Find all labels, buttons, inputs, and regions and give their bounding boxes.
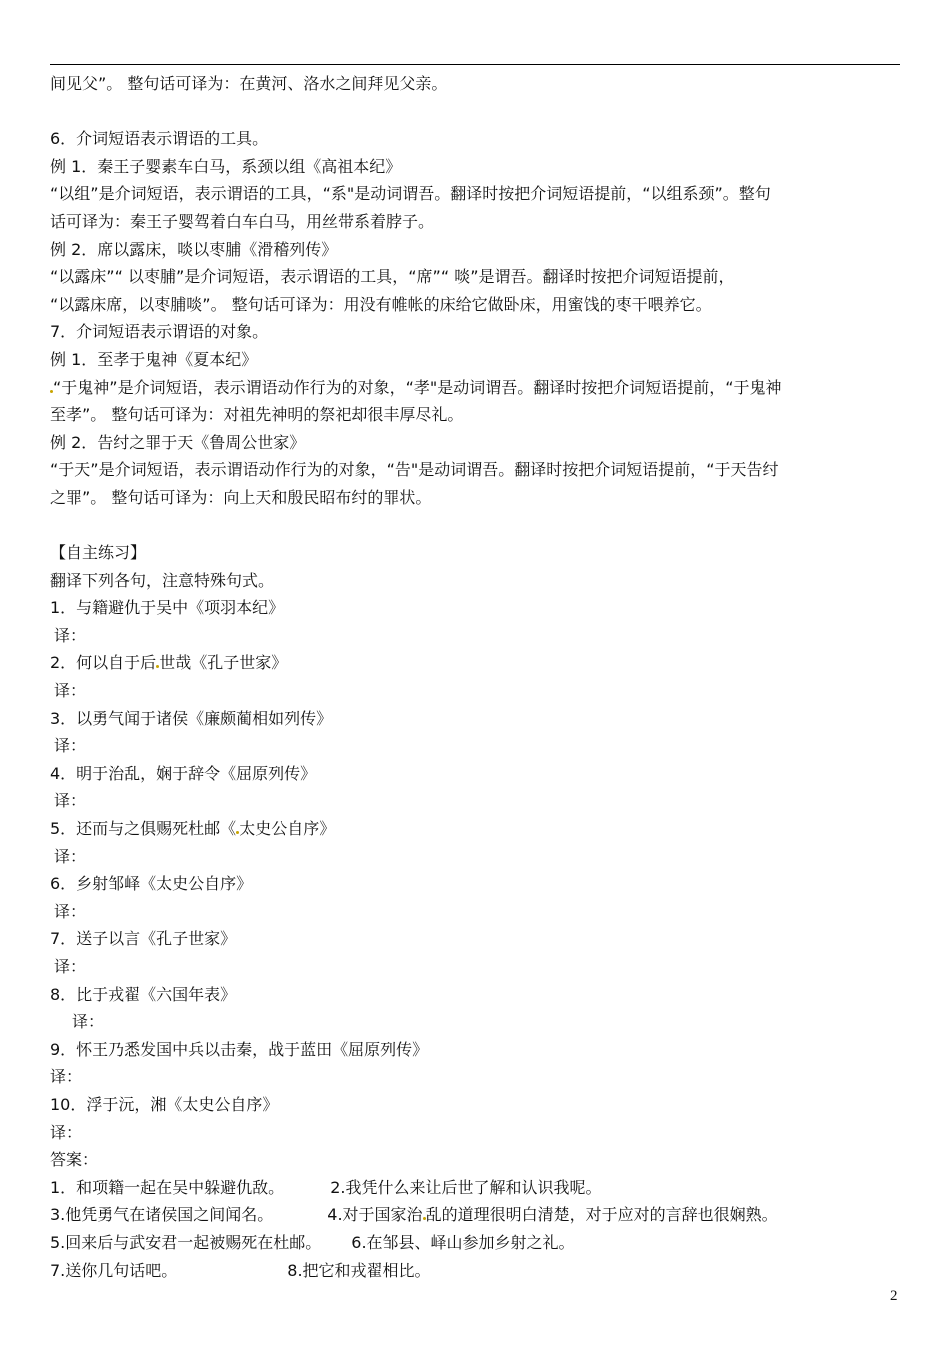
section-6-heading: 6．介词短语表示谓语的工具。 — [50, 129, 269, 149]
section-6-example-1-title: 例 1．秦王子婴素车白马，系颈以组《高祖本纪》 — [50, 156, 402, 176]
practice-question-7: 7．送子以言《孔子世家》 — [50, 929, 237, 949]
section-7-example-2-line-2: 之罪”。 整句话可译为：向上天和殷民昭布纣的罪状。 — [50, 487, 432, 507]
answer-2: 2.我凭什么来让后世了解和认识我呢。 — [330, 1177, 602, 1197]
practice-question-3: 3．以勇气闻于诸侯《廉颇蔺相如列传》 — [50, 708, 333, 728]
answer-row-3 — [50, 1229, 902, 1257]
practice-question-8: 8．比于戎翟《六国年表》 — [50, 984, 237, 1004]
practice-question-9: 9．怀王乃悉发国中兵以击秦，战于蓝田《屈原列传》 — [50, 1039, 429, 1059]
practice-heading: 【自主练习】 — [50, 543, 147, 563]
section-6-example-2-line-1: “以露床”“ 以枣脯”是介词短语，表示谓语的工具，“席”“ 啖”是谓吾。翻译时按把介词短语提前， — [50, 267, 735, 287]
section-6-example-2-title: 例 2．席以露床，啖以枣脯《滑稽列传》 — [50, 239, 338, 259]
blank-line — [50, 512, 902, 540]
section-7-example-1-line-1-wrap — [50, 374, 902, 402]
answer-4-part-b: 乱的道理很明白清楚，对于应对的言辞也很娴熟。 — [425, 1205, 778, 1225]
practice-question-4: 4．明于治乱，娴于辞令《屈原列传》 — [50, 763, 317, 783]
blank-line — [50, 98, 902, 126]
practice-question-10: 10．浮于沅，湘《太史公自序》 — [50, 1094, 279, 1114]
answer-6: 6.在邹县、峄山参加乡射之礼。 — [351, 1232, 575, 1252]
practice-question-6: 6．乡射邹峄《太史公自序》 — [50, 874, 253, 894]
answer-8: 8.把它和戎翟相比。 — [287, 1260, 431, 1280]
practice-question-2 — [50, 649, 902, 677]
translate-label-8: 译： — [72, 1012, 105, 1032]
answer-4-part-a: 4.对于国家治 — [327, 1205, 423, 1225]
answer-5: 5.回来后与武安君一起被赐死在杜邮。 — [50, 1232, 322, 1252]
section-7-example-2-title: 例 2．告纣之罪于天《鲁周公世家》 — [50, 432, 306, 452]
section-7-heading: 7．介词短语表示谓语的对象。 — [50, 322, 269, 342]
translate-label-2: 译： — [54, 681, 87, 701]
question-5-part-b: 太史公自序》 — [239, 819, 336, 839]
document-body — [50, 70, 902, 1284]
practice-question-5 — [50, 815, 902, 843]
question-2-part-a: 2．何以自于后 — [50, 653, 157, 673]
answer-1: 1．和项籍一起在吴中躲避仇敌。 — [50, 1177, 285, 1197]
translate-label-6: 译： — [54, 901, 87, 921]
translate-label-10: 译： — [50, 1122, 83, 1142]
translate-label-7: 译： — [54, 957, 87, 976]
answer-row-4 — [50, 1257, 902, 1285]
section-6-example-1-line-1: “以组”是介词短语，表示谓语的工具，“系"是动词谓吾。翻译时按把介词短语提前，“以组系颈”。整句 — [50, 184, 771, 204]
answer-row-1 — [50, 1174, 902, 1202]
practice-question-1: 1．与籍避仇于吴中《项羽本纪》 — [50, 598, 285, 618]
paragraph-line: 间见父”。 整句话可译为：在黄河、洛水之间拜见父亲。 — [50, 74, 448, 93]
section-7-example-1-title: 例 1．至孝于鬼神《夏本纪》 — [50, 349, 258, 369]
practice-instruction: 翻译下列各句，注意特殊句式。 — [50, 570, 275, 590]
translate-label-1: 译： — [54, 625, 87, 645]
section-7-example-1-line-1: “于鬼神”是介词短语，表示谓语动作行为的对象，“孝"是动词谓吾。翻译时按把介词短语提前，“于鬼神 — [53, 377, 782, 397]
translate-label-5: 译： — [54, 846, 87, 866]
question-2-part-b: 世哉《孔子世家》 — [159, 653, 288, 673]
translate-label-4: 译： — [54, 791, 87, 811]
answer-row-2 — [50, 1201, 902, 1229]
question-5-part-a: 5．还而与之俱赐死杜邮《 — [50, 819, 237, 839]
translate-label-9: 译： — [50, 1067, 83, 1087]
section-7-example-2-line-1: “于天”是介词短语，表示谓语动作行为的对象，“告"是动词谓吾。翻译时按把介词短语提前，“于天告纣 — [50, 460, 779, 480]
answers-heading: 答案： — [50, 1150, 99, 1170]
header-rule — [50, 64, 900, 65]
translate-label-3: 译： — [54, 736, 87, 756]
page-number: 2 — [890, 1288, 898, 1304]
answer-7: 7.送你几句话吧。 — [50, 1260, 178, 1280]
answer-3: 3.他凭勇气在诸侯国之间闻名。 — [50, 1205, 274, 1225]
section-6-example-2-line-2: “以露床席，以枣脯啖”。 整句话可译为：用没有帷帐的床给它做卧床，用蜜饯的枣干喂养它。 — [50, 294, 712, 314]
section-6-example-1-line-2: 话可译为：秦王子婴驾着白车白马，用丝带系着脖子。 — [50, 211, 435, 231]
section-7-example-1-line-2: 至孝”。 整句话可译为：对祖先神明的祭祀却很丰厚尽礼。 — [50, 405, 464, 425]
